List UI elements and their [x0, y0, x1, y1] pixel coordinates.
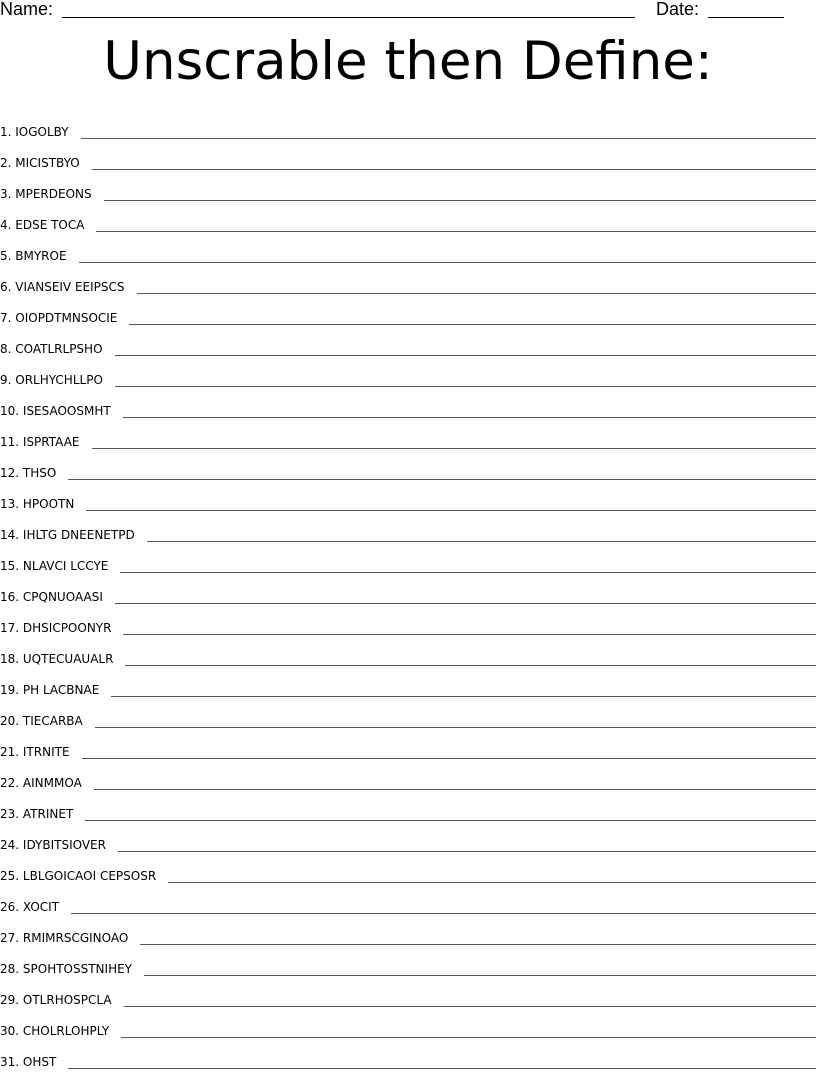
answer-line [111, 695, 816, 697]
list-item [0, 669, 816, 700]
answer-line [124, 1005, 816, 1007]
answer-line [115, 385, 816, 387]
list-item [0, 1041, 816, 1072]
list-item [0, 204, 816, 235]
scrambled-word: 1. IOGOLBY [0, 122, 81, 142]
answer-line [68, 1067, 816, 1069]
scrambled-word: 27. RMIMRSCGINOAO [0, 928, 140, 948]
list-item [0, 576, 816, 607]
list-item [0, 886, 816, 917]
answer-line [115, 354, 816, 356]
answer-line [123, 633, 816, 635]
scrambled-word-list [0, 111, 816, 1072]
answer-line [121, 1036, 816, 1038]
list-item [0, 328, 816, 359]
answer-line [85, 819, 816, 821]
answer-line [115, 602, 816, 604]
list-item [0, 979, 816, 1010]
list-item [0, 824, 816, 855]
list-item [0, 700, 816, 731]
answer-line [125, 664, 816, 666]
list-item [0, 545, 816, 576]
answer-line [129, 323, 816, 325]
scrambled-word: 19. PH LACBNAE [0, 680, 111, 700]
scrambled-word: 18. UQTECUAUALR [0, 649, 125, 669]
list-item [0, 235, 816, 266]
answer-line [120, 571, 816, 573]
scrambled-word: 12. THSO [0, 463, 68, 483]
answer-line [104, 199, 816, 201]
scrambled-word: 28. SPOHTOSSTNIHEY [0, 959, 144, 979]
scrambled-word: 15. NLAVCI LCCYE [0, 556, 120, 576]
list-item [0, 359, 816, 390]
list-item [0, 731, 816, 762]
list-item [0, 948, 816, 979]
list-item [0, 638, 816, 669]
list-item [0, 111, 816, 142]
scrambled-word: 7. OIOPDTMNSOCIE [0, 308, 129, 328]
scrambled-word: 3. MPERDEONS [0, 184, 104, 204]
list-item [0, 142, 816, 173]
date-label: Date: [656, 0, 699, 19]
answer-line [140, 943, 816, 945]
list-item [0, 917, 816, 948]
scrambled-word: 26. XOCIT [0, 897, 71, 917]
scrambled-word: 17. DHSICPOONYR [0, 618, 123, 638]
answer-line [147, 540, 816, 542]
answer-line [81, 137, 816, 139]
list-item [0, 297, 816, 328]
answer-line [95, 726, 816, 728]
answer-line [168, 881, 816, 883]
scrambled-word: 2. MICISTBYO [0, 153, 92, 173]
scrambled-word: 4. EDSE TOCA [0, 215, 96, 235]
name-line [62, 17, 635, 18]
scrambled-word: 25. LBLGOICAOI CEPSOSR [0, 866, 168, 886]
list-item [0, 607, 816, 638]
list-item [0, 452, 816, 483]
answer-line [79, 261, 816, 263]
scrambled-word: 14. IHLTG DNEENETPD [0, 525, 147, 545]
scrambled-word: 8. COATLRLPSHO [0, 339, 115, 359]
list-item [0, 421, 816, 452]
scrambled-word: 11. ISPRTAAE [0, 432, 92, 452]
list-item [0, 390, 816, 421]
scrambled-word: 31. OHST [0, 1052, 68, 1072]
scrambled-word: 10. ISESAOOSMHT [0, 401, 123, 421]
list-item [0, 266, 816, 297]
answer-line [118, 850, 816, 852]
answer-line [123, 416, 816, 418]
answer-line [137, 292, 816, 294]
scrambled-word: 30. CHOLRLOHPLY [0, 1021, 121, 1041]
answer-line [92, 168, 816, 170]
scrambled-word: 22. AINMMOA [0, 773, 94, 793]
answer-line [71, 912, 816, 914]
answer-line [86, 509, 816, 511]
list-item [0, 514, 816, 545]
scrambled-word: 9. ORLHYCHLLPO [0, 370, 115, 390]
scrambled-word: 29. OTLRHOSPCLA [0, 990, 124, 1010]
worksheet-header [0, 0, 816, 24]
date-line [708, 17, 784, 18]
page-title: Unscrable then Define: [0, 30, 816, 94]
scrambled-word: 23. ATRINET [0, 804, 85, 824]
answer-line [94, 788, 816, 790]
scrambled-word: 5. BMYROE [0, 246, 79, 266]
name-label: Name: [0, 0, 53, 19]
scrambled-word: 21. ITRNITE [0, 742, 82, 762]
scrambled-word: 6. VIANSEIV EEIPSCS [0, 277, 137, 297]
answer-line [68, 478, 816, 480]
scrambled-word: 20. TIECARBA [0, 711, 95, 731]
scrambled-word: 13. HPOOTN [0, 494, 86, 514]
scrambled-word: 24. IDYBITSIOVER [0, 835, 118, 855]
answer-line [144, 974, 816, 976]
list-item [0, 1010, 816, 1041]
list-item [0, 173, 816, 204]
list-item [0, 483, 816, 514]
answer-line [82, 757, 816, 759]
list-item [0, 855, 816, 886]
list-item [0, 762, 816, 793]
scrambled-word: 16. CPQNUOAASI [0, 587, 115, 607]
answer-line [92, 447, 816, 449]
list-item [0, 793, 816, 824]
answer-line [96, 230, 816, 232]
